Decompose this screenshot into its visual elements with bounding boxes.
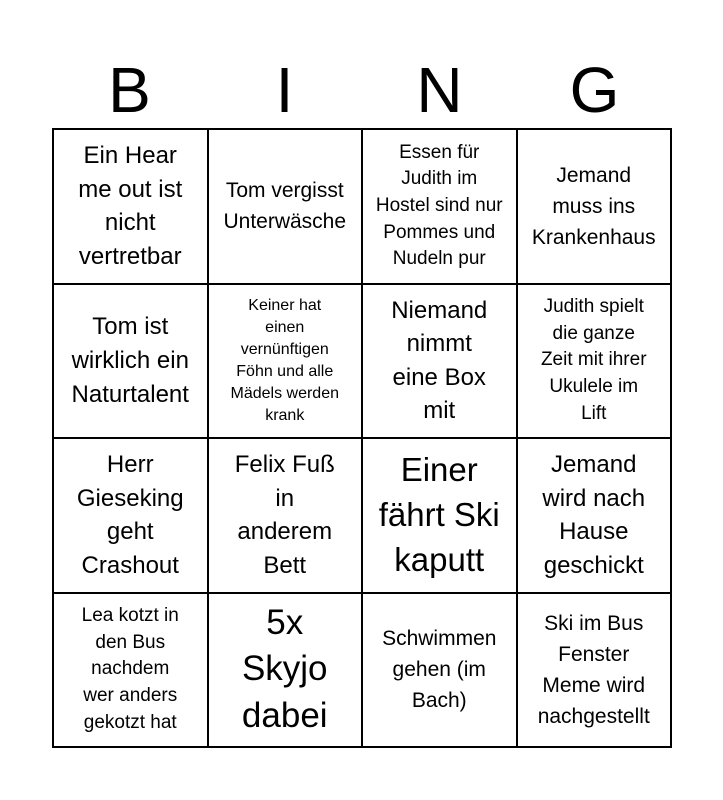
bingo-cell[interactable] xyxy=(517,593,672,748)
bingo-cell-text: Lea kotzt in den Bus nachdem wer anders gekotzt hat xyxy=(81,605,179,733)
bingo-cell-text: Tom ist wirklich ein Naturtalent xyxy=(71,313,189,408)
bingo-cell-text: Jemand wird nach Hause geschickt xyxy=(542,451,646,579)
bingo-cell[interactable] xyxy=(53,438,208,593)
title-letter-i: I xyxy=(275,54,294,126)
bingo-cell[interactable] xyxy=(208,593,363,748)
bingo-cell-text: Tom vergisst Unterwäsche xyxy=(223,179,347,234)
bingo-cell-text: Felix Fuß in anderem Bett xyxy=(234,451,335,579)
bingo-cell[interactable] xyxy=(53,129,208,284)
bingo-cell-text: Herr Gieseking geht Crashout xyxy=(76,451,184,579)
bingo-cell-text: Niemand nimmt eine Box mit xyxy=(391,296,488,425)
bingo-cell[interactable] xyxy=(53,593,208,748)
bingo-cell[interactable] xyxy=(208,438,363,593)
bingo-cell-text: Ein Hear me out ist nicht vertretbar xyxy=(78,142,183,270)
bingo-cell[interactable] xyxy=(53,284,208,439)
title-letter-b: B xyxy=(108,54,151,126)
title-letter-n: N xyxy=(416,54,463,126)
bingo-cell[interactable] xyxy=(208,129,363,284)
title-letter-g: G xyxy=(569,54,620,126)
bingo-cell-text: Judith spielt die ganze Zeit mit ihrer Ukulele im Lift xyxy=(540,296,647,424)
bingo-cell-text: Keiner hat einen vernünftigen Föhn und alle Mädels werden krank xyxy=(230,296,339,424)
bingo-cell[interactable] xyxy=(362,129,517,284)
bingo-title xyxy=(52,52,672,128)
bingo-cell[interactable] xyxy=(517,438,672,593)
bingo-cell-text: Ski im Bus Fenster Meme wird nachgestellt xyxy=(537,611,650,728)
bingo-cell[interactable] xyxy=(362,284,517,439)
bingo-cell-text: Essen für Judith im Hostel sind nur Pommes und Nudeln pur xyxy=(375,141,503,270)
bingo-cell[interactable] xyxy=(362,438,517,593)
bingo-grid xyxy=(52,128,672,748)
bingo-cell-text: Einer fährt Ski kaputt xyxy=(378,451,500,578)
bingo-cell-text: Jemand muss ins Krankenhaus xyxy=(531,163,656,249)
bingo-cell[interactable] xyxy=(517,129,672,284)
bingo-cell-text: 5x Skyjo dabei xyxy=(241,602,328,736)
bingo-cell[interactable] xyxy=(517,284,672,439)
bingo-cell[interactable] xyxy=(362,593,517,748)
bingo-cell[interactable] xyxy=(208,284,363,439)
bingo-cell-text: Schwimmen gehen (im Bach) xyxy=(382,627,497,713)
